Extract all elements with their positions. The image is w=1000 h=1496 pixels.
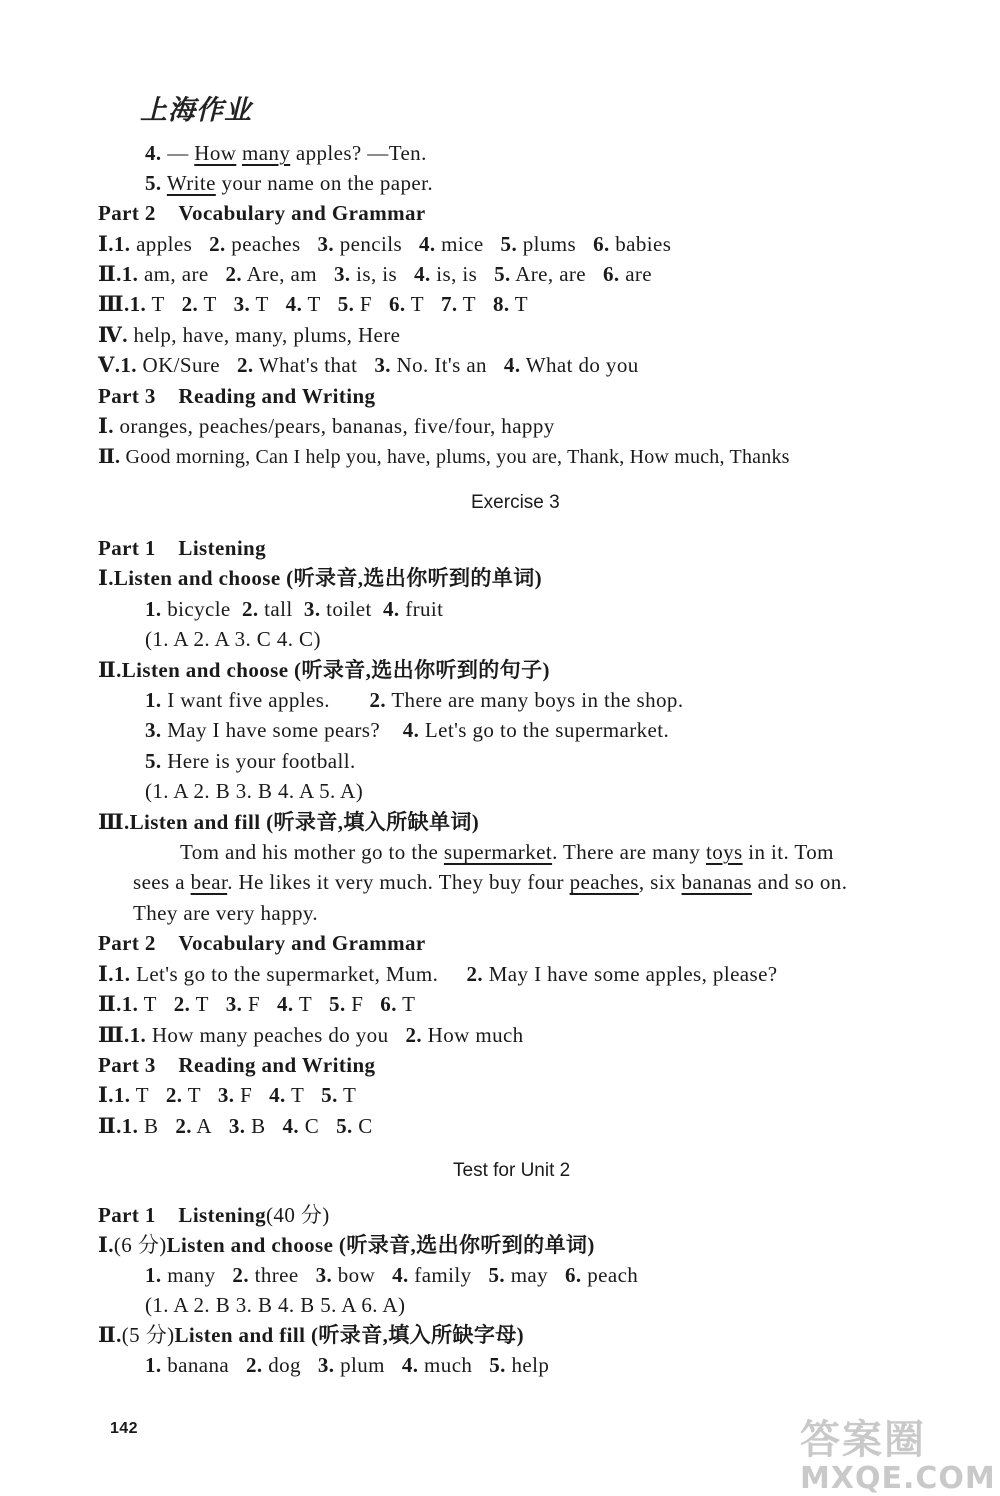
answer-line: 1. bicycle 2. tall 3. toilet 4. fruit — [145, 597, 444, 621]
question-heading: Ⅰ.Listen and choose (听录音,选出你听到的单词) — [98, 566, 543, 590]
answer-line: Ⅱ.1. B 2. A 3. B 4. C 5. C — [98, 1114, 373, 1138]
header-logo: 上海作业 — [140, 95, 252, 126]
answer-line: Ⅲ.1. T 2. T 3. T 4. T 5. F 6. T 7. T 8. T — [98, 292, 529, 316]
part-heading: Part 2 Vocabulary and Grammar — [98, 931, 426, 955]
watermark — [800, 1408, 996, 1496]
answer-line: Ⅲ.1. How many peaches do you 2. How much — [98, 1023, 524, 1047]
answer-key: (1. A 2. A 3. C 4. C) — [145, 627, 321, 651]
answer-key: (1. A 2. B 3. B 4. B 5. A 6. A) — [145, 1293, 406, 1317]
answer-line: 3. May I have some pears? 4. Let's go to the supermarket. — [145, 718, 670, 742]
watermark-line2: MXQE.COM — [800, 1461, 996, 1496]
answer-line: Ⅱ.1. am, are 2. Are, am 3. is, is 4. is, is 5. Are, are 6. are — [98, 262, 653, 286]
answer-key: (1. A 2. B 3. B 4. A 5. A) — [145, 779, 364, 803]
answer-line: 4. — How many apples? —Ten. — [145, 141, 427, 165]
part-heading: Part 1 Listening — [98, 536, 267, 560]
section-title: Exercise 3 — [471, 492, 560, 513]
part-heading: Part 3 Reading and Writing — [98, 384, 376, 408]
answer-line: Ⅰ.1. apples 2. peaches 3. pencils 4. mice 5. plums 6. babies — [98, 232, 672, 256]
answer-line: Ⅰ. oranges, peaches/pears, bananas, five/four, happy — [98, 414, 555, 438]
passage-line: sees a bear. He likes it very much. They buy four peaches, six bananas and so on. — [133, 870, 848, 894]
answer-line: 1. banana 2. dog 3. plum 4. much 5. help — [145, 1353, 550, 1377]
section-title: Test for Unit 2 — [453, 1160, 571, 1181]
answer-line: Ⅱ.1. T 2. T 3. F 4. T 5. F 6. T — [98, 992, 416, 1016]
question-heading: Ⅰ.(6 分)Listen and choose (听录音,选出你听到的单词) — [98, 1233, 595, 1257]
part-heading: Part 2 Vocabulary and Grammar — [98, 201, 426, 225]
answer-line: 1. many 2. three 3. bow 4. family 5. may 6. peach — [145, 1263, 639, 1287]
answer-line: 5. Here is your football. — [145, 749, 356, 773]
question-heading: Ⅱ.Listen and choose (听录音,选出你听到的句子) — [98, 658, 550, 682]
answer-line: Ⅱ. Good morning, Can I help you, have, plums, you are, Thank, How much, Thanks — [98, 446, 790, 468]
passage-line: They are very happy. — [133, 901, 319, 925]
part-heading: Part 1 Listening(40 分) — [98, 1203, 330, 1227]
answer-line: 5. Write your name on the paper. — [145, 171, 434, 195]
watermark-line1: 答案圈 — [800, 1417, 926, 1463]
question-heading: Ⅱ.(5 分)Listen and fill (听录音,填入所缺字母) — [98, 1323, 525, 1347]
passage-line: Tom and his mother go to the supermarket. There are many toys in it. Tom — [180, 840, 834, 864]
page-number: 142 — [110, 1420, 138, 1437]
answer-line: Ⅰ.1. Let's go to the supermarket, Mum. 2. May I have some apples, please? — [98, 962, 778, 986]
answer-line: Ⅴ.1. OK/Sure 2. What's that 3. No. It's an 4. What do you — [98, 353, 639, 377]
answer-line: Ⅳ. help, have, many, plums, Here — [98, 323, 401, 347]
answer-line: 1. I want five apples. 2. There are many boys in the shop. — [145, 688, 684, 712]
answer-line: Ⅰ.1. T 2. T 3. F 4. T 5. T — [98, 1083, 357, 1107]
part-heading: Part 3 Reading and Writing — [98, 1053, 376, 1077]
question-heading: Ⅲ.Listen and fill (听录音,填入所缺单词) — [98, 810, 480, 834]
